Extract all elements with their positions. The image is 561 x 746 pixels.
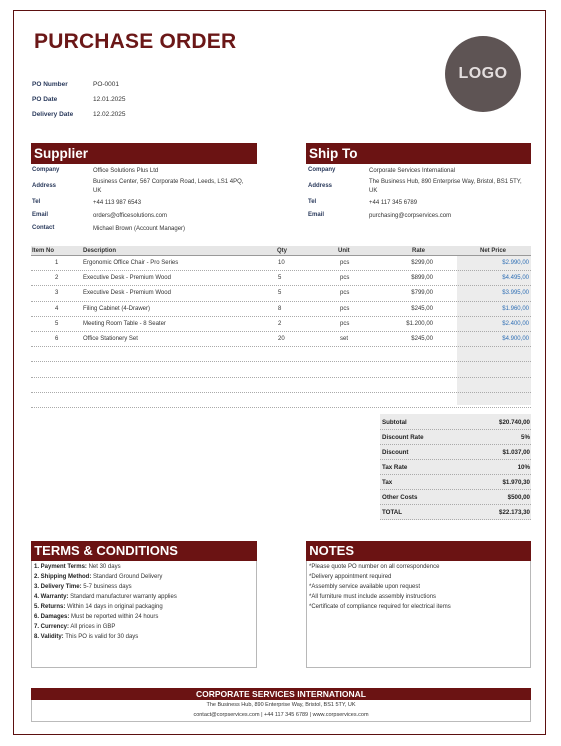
summary-value: 5% <box>521 434 530 441</box>
summary-label: Discount Rate <box>382 434 424 441</box>
cell-rate: $245,00 <box>411 305 433 312</box>
items-table-header <box>31 246 531 256</box>
summary-label: Discount <box>382 449 409 456</box>
cell-qty: 20 <box>278 336 285 342</box>
cell-unit: pcs <box>340 305 350 312</box>
note-line: *All furniture must include assembly instructions <box>309 594 437 600</box>
table-row <box>31 362 531 377</box>
summary-row <box>380 415 531 430</box>
cell-desc: Filing Cabinet (4-Drawer) <box>83 305 151 312</box>
terms-line-label: 2. Shipping Method: <box>34 574 92 580</box>
summary-value: $20.740,00 <box>499 419 530 426</box>
cell-no: 3 <box>55 290 59 297</box>
terms-line-label: 6. Damages: <box>34 614 70 620</box>
terms-line <box>34 564 121 570</box>
terms-line-text: Net 30 days <box>86 564 121 570</box>
cell-net: $2.400,00 <box>502 320 529 327</box>
terms-line <box>34 604 163 610</box>
supplier-company-value: Office Solutions Plus Ltd <box>93 168 159 174</box>
col-item-no: Item No <box>32 247 55 254</box>
terms-line <box>34 614 158 620</box>
supplier-contact-label: Contact <box>32 225 55 231</box>
terms-line-label: 3. Delivery Time: <box>34 584 82 590</box>
po-date-value: 12.01.2025 <box>93 96 126 103</box>
summary-value: $500,00 <box>507 494 530 501</box>
cell-desc: Executive Desk - Premium Wood <box>83 275 171 282</box>
cell-unit: pcs <box>340 290 350 297</box>
cell-unit: pcs <box>340 320 350 327</box>
terms-line-label: 8. Validity: <box>34 634 64 640</box>
table-row <box>31 347 531 362</box>
col-rate: Rate <box>412 247 426 254</box>
col-unit: Unit <box>338 247 350 254</box>
cell-qty: 2 <box>278 320 282 327</box>
terms-line-label: 7. Currency: <box>34 624 70 630</box>
summary-value: 10% <box>517 464 530 471</box>
ship-to-company-value: Corporate Services International <box>369 168 456 174</box>
terms-line-text: Within 14 days in original packaging <box>65 604 163 610</box>
cell-no: 6 <box>55 336 59 342</box>
cell-qty: 8 <box>278 305 282 312</box>
summary-row <box>380 475 531 490</box>
cell-unit: pcs <box>340 260 350 266</box>
po-date-label: PO Date <box>32 96 58 103</box>
ship-to-email-value: purchasing@corpservices.com <box>369 213 452 219</box>
terms-line-label: 4. Warranty: <box>34 594 69 600</box>
terms-heading: TERMS & CONDITIONS <box>31 541 257 561</box>
cell-desc: Meeting Room Table - 8 Seater <box>83 320 166 327</box>
page-title: PURCHASE ORDER <box>34 30 237 53</box>
table-row <box>31 378 531 393</box>
cell-rate: $799,00 <box>411 290 433 297</box>
terms-line <box>34 574 162 580</box>
footer-company: CORPORATE SERVICES INTERNATIONAL <box>31 688 531 700</box>
cell-unit: set <box>340 336 349 342</box>
delivery-date-value: 12.02.2025 <box>93 111 126 118</box>
supplier-tel-value: +44 113 987 6543 <box>93 200 142 206</box>
cell-rate: $899,00 <box>411 275 433 282</box>
cell-rate: $299,00 <box>411 260 433 266</box>
delivery-date-label: Delivery Date <box>32 111 74 118</box>
supplier-address-label: Address <box>32 183 57 189</box>
note-line: *Delivery appointment required <box>309 574 392 580</box>
terms-box <box>31 541 257 668</box>
supplier-email-label: Email <box>32 212 49 218</box>
terms-line-text: All prices in GBP <box>69 624 116 630</box>
ship-to-email-label: Email <box>308 212 325 218</box>
po-number-label: PO Number <box>32 81 68 88</box>
terms-line-text: 5-7 business days <box>81 584 132 590</box>
cell-net: $3.995,00 <box>502 290 529 297</box>
cell-rate: $1.200,00 <box>406 320 433 327</box>
summary-value: $1.037,00 <box>502 449 530 456</box>
col-net-price: Net Price <box>480 247 507 254</box>
notes-box <box>306 541 531 668</box>
summary-value: $22.173,30 <box>499 509 530 516</box>
ship-to-heading: Ship To <box>306 143 531 164</box>
terms-line-text: This PO is valid for 30 days <box>63 634 139 640</box>
summary-label: Tax <box>382 479 393 486</box>
note-line: *Certificate of compliance required for electrical items <box>309 604 451 610</box>
supplier-heading: Supplier <box>31 143 257 164</box>
po-number-value: PO-0001 <box>93 81 120 88</box>
ship-to-address-label: Address <box>308 183 333 189</box>
terms-line-label: 1. Payment Terms: <box>34 564 87 570</box>
terms-line <box>34 624 115 630</box>
cell-no: 2 <box>55 275 59 282</box>
supplier-company-label: Company <box>32 167 60 173</box>
cell-no: 5 <box>55 320 59 327</box>
table-row <box>31 271 531 286</box>
cell-qty: 5 <box>278 290 282 297</box>
cell-net: $4.900,00 <box>502 336 529 342</box>
logo-placeholder: LOGO <box>445 36 521 112</box>
terms-line <box>34 584 132 590</box>
summary-row <box>380 430 531 445</box>
ship-to-tel-label: Tel <box>308 199 317 205</box>
terms-line <box>34 594 177 600</box>
notes-heading: NOTES <box>306 541 531 561</box>
summary-label: TOTAL <box>382 509 403 516</box>
terms-line-text: Standard Ground Delivery <box>91 574 163 580</box>
summary-row <box>380 490 531 505</box>
cell-unit: pcs <box>340 275 350 282</box>
summary-label: Tax Rate <box>382 464 408 471</box>
table-row <box>31 393 531 408</box>
supplier-email-value: orders@officesolutions.com <box>93 213 168 219</box>
table-row <box>31 286 531 301</box>
summary-row <box>380 505 531 520</box>
cell-qty: 5 <box>278 275 282 282</box>
ship-to-address-value: The Business Hub, 890 Enterprise Way, Bristol, BS1 5TY, UK <box>369 179 522 194</box>
supplier-contact-value: Michael Brown (Account Manager) <box>93 226 186 232</box>
summary-value: $1.970,30 <box>502 479 530 486</box>
terms-line-text: Standard manufacturer warranty applies <box>68 594 177 600</box>
cell-net: $4.495,00 <box>502 275 529 282</box>
summary-label: Other Costs <box>382 494 418 501</box>
cell-desc: Executive Desk - Premium Wood <box>83 290 171 297</box>
col-description: Description <box>83 247 117 254</box>
footer-address: The Business Hub, 890 Enterprise Way, Bristol, BS1 5TY, UK <box>206 702 356 708</box>
cell-qty: 10 <box>278 260 285 266</box>
col-qty: Qty <box>277 247 288 254</box>
cell-no: 1 <box>55 260 59 266</box>
summary-row <box>380 445 531 460</box>
footer-contact: contact@corpservices.com | +44 117 345 6789 | www.corpservices.com <box>193 712 369 718</box>
table-row <box>31 256 531 271</box>
note-line: *Assembly service available upon request <box>309 584 421 590</box>
supplier-tel-label: Tel <box>32 199 41 205</box>
cell-rate: $245,00 <box>411 336 433 342</box>
supplier-address-value: Business Center, 567 Corporate Road, Leeds, LS1 4PQ, UK <box>93 179 244 194</box>
table-row <box>31 302 531 317</box>
ship-to-tel-value: +44 117 345 6789 <box>369 200 418 206</box>
table-row <box>31 332 531 347</box>
table-row <box>31 317 531 332</box>
terms-line-label: 5. Returns: <box>34 604 66 610</box>
summary-row <box>380 460 531 475</box>
summary-label: Subtotal <box>382 419 407 426</box>
cell-net: $2.990,00 <box>502 260 529 266</box>
terms-line <box>34 634 138 640</box>
cell-desc: Office Stationery Set <box>83 336 138 342</box>
ship-to-company-label: Company <box>308 167 336 173</box>
cell-desc: Ergonomic Office Chair - Pro Series <box>83 260 179 266</box>
terms-line-text: Must be reported within 24 hours <box>69 614 159 620</box>
note-line: *Please quote PO number on all correspondence <box>309 564 440 570</box>
cell-net: $1.960,00 <box>502 305 529 312</box>
cell-no: 4 <box>55 305 59 312</box>
